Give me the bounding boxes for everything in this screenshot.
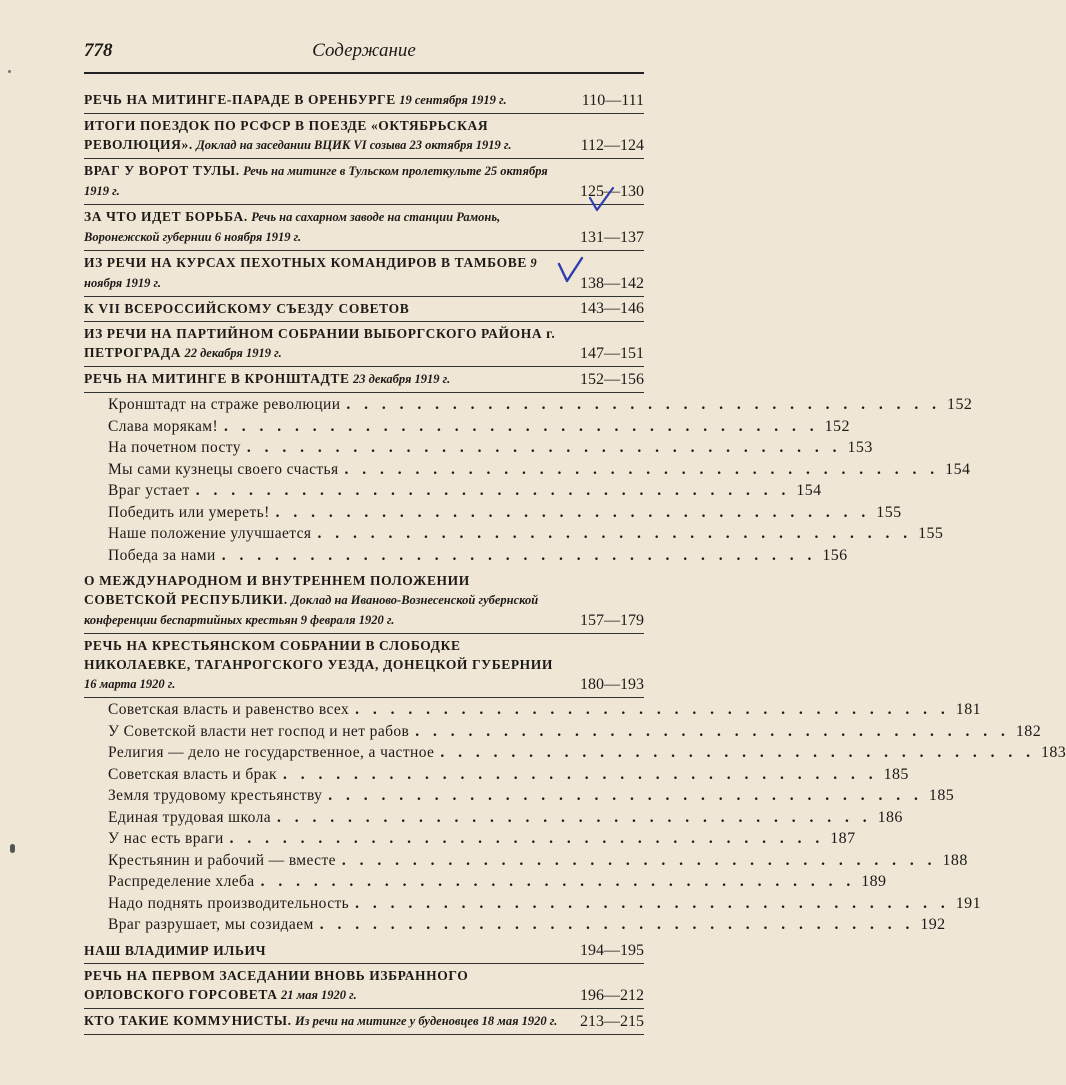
toc-entry-title: ИЗ РЕЧИ НА ПАРТИЙНОМ СОБРАНИИ ВЫБОРГСКОГО РАЙОНА г. ПЕТРОГРАДА	[84, 326, 556, 360]
toc-entry	[84, 159, 644, 205]
toc-entry-text	[84, 161, 644, 201]
ink-dot	[8, 70, 11, 73]
toc-entry	[84, 88, 644, 114]
toc-entry-title: О МЕЖДУНАРОДНОМ И ВНУТРЕННЕМ ПОЛОЖЕНИИ СОВЕТСКОЙ РЕСПУБЛИКИ.	[84, 573, 470, 607]
page-title: Содержание	[312, 40, 416, 61]
dot-leader: . . . . . . . . . . . . . . . . . . . . . . . . . . . . . . . . . .	[282, 765, 878, 783]
toc-entry-text	[84, 299, 644, 318]
toc-subsection-title: Слава морякам!	[108, 417, 219, 435]
toc-entry-pages: 180—193	[580, 676, 644, 693]
check-mark-icon	[556, 256, 586, 284]
toc-subsection	[108, 722, 1042, 745]
toc-entry-note: Из речи на митинге у буденовцев 18 мая 1920 г.	[294, 1013, 558, 1028]
ink-blot	[10, 844, 15, 853]
toc-entry	[84, 569, 644, 634]
toc-entry-pages: 196—212	[580, 986, 644, 1004]
toc-entry-title: РЕЧЬ НА МИТИНГЕ В КРОНШТАДТЕ	[84, 371, 350, 386]
dot-leader: . . . . . . . . . . . . . . . . . . . . . . . . . . . . . . . . . .	[221, 546, 817, 564]
toc-entry-title: РЕЧЬ НА КРЕСТЬЯНСКОМ СОБРАНИИ В СЛОБОДКЕ НИКОЛАЕВКЕ, ТАГАНРОГСКОГО УЕЗДА, ДОНЕЦКОЙ ГУБЕРНИИ	[84, 638, 553, 672]
toc-subsection-page: 191	[955, 894, 981, 912]
toc-entry-title: КТО ТАКИЕ КОММУНИСТЫ.	[84, 1012, 292, 1028]
dot-leader: . . . . . . . . . . . . . . . . . . . . . . . . . . . . . . . . . .	[319, 916, 915, 933]
toc-subsection-title: Враг разрушает, мы созидаем	[108, 916, 314, 933]
toc-subsection-title: Надо поднять производительность	[108, 894, 350, 912]
toc-entry-pages: 143—146	[580, 300, 644, 317]
toc-entry-text	[84, 207, 644, 247]
toc-subsection-title: Кронштадт на страже революции	[108, 396, 341, 413]
toc-subsection	[108, 744, 1066, 766]
toc-subsection	[108, 808, 903, 831]
toc-entry-note: Доклад на заседании ВЦИК VI созыва 23 октября 1919 г.	[196, 138, 512, 152]
dot-leader: . . . . . . . . . . . . . . . . . . . . . . . . . . . . . . . . . .	[224, 417, 819, 435]
toc-subsection-title: Советская власть и равенство всех	[108, 701, 350, 718]
toc-entry-note: 23 декабря 1919 г.	[353, 372, 451, 386]
check-mark-icon	[586, 185, 616, 213]
toc-entry-text	[84, 571, 644, 630]
toc-subsection-title: Победа за нами	[108, 546, 216, 564]
dot-leader: . . . . . . . . . . . . . . . . . . . . . . . . . . . . . . . . . .	[276, 808, 872, 826]
toc-entry	[84, 964, 644, 1009]
toc-entry-text	[84, 369, 644, 389]
toc-entry-text	[84, 966, 644, 1005]
toc-entry-pages: 131—137	[580, 229, 644, 246]
toc-subsection-page: 183	[1040, 744, 1066, 761]
toc-entry-title: К VII ВСЕРОССИЙСКОМУ СЪЕЗДУ СОВЕТОВ	[84, 301, 410, 316]
dot-leader: . . . . . . . . . . . . . . . . . . . . . . . . . . . . . . . . . .	[195, 482, 791, 499]
toc-entry-pages: 138—142	[580, 275, 644, 292]
dot-leader: . . . . . . . . . . . . . . . . . . . . . . . . . . . . . . . . . .	[260, 873, 856, 890]
toc-subsection-title: Земля трудовому крестьянству	[108, 787, 323, 804]
toc-entry-title: ВРАГ У ВОРОТ ТУЛЫ.	[84, 163, 240, 178]
page-number: 778	[84, 40, 113, 61]
dot-leader: . . . . . . . . . . . . . . . . . . . . . . . . . . . . . . . . . .	[246, 439, 842, 456]
toc-entry-text	[84, 1011, 644, 1031]
toc-subsection-title: Мы сами кузнецы своего счастья	[108, 460, 339, 478]
toc-entry-pages: 110—111	[581, 92, 644, 109]
toc-subsection	[108, 503, 902, 526]
toc-entry-title: ИЗ РЕЧИ НА КУРСАХ ПЕХОТНЫХ КОМАНДИРОВ В ТАМБОВЕ	[84, 255, 527, 270]
toc-subsection-page: 187	[830, 830, 856, 847]
toc-subsection-page: 188	[942, 851, 968, 869]
toc-subsection-list	[84, 698, 1066, 939]
toc-entry	[84, 1009, 644, 1035]
dot-leader: . . . . . . . . . . . . . . . . . . . . . . . . . . . . . . . . . .	[355, 701, 950, 718]
toc-subsection-title: Наше положение улучшается	[108, 525, 312, 542]
toc-entry-text	[84, 941, 644, 960]
dot-leader: . . . . . . . . . . . . . . . . . . . . . . . . . . . . . . . . . .	[275, 503, 871, 521]
toc-entry-title: РЕЧЬ НА МИТИНГЕ-ПАРАДЕ В ОРЕНБУРГЕ	[84, 92, 396, 107]
toc-subsection-title: Распределение хлеба	[108, 873, 255, 890]
toc-subsection-title: Советская власть и брак	[108, 765, 277, 783]
toc-subsection-list	[84, 393, 973, 569]
toc-entry-text	[84, 90, 644, 110]
toc-subsection	[108, 546, 848, 569]
toc-entry	[84, 297, 644, 322]
toc-entry-text	[84, 636, 644, 694]
toc-subsection-title: Враг устает	[108, 482, 190, 499]
toc-subsection-page: 154	[945, 460, 971, 478]
toc-subsection	[108, 482, 822, 504]
toc-entry-note: 19 сентября 1919 г.	[399, 93, 507, 107]
toc-entry-note: Доклад на Иваново-Вознесенской губернской конференции беспартийных крестьян 9 февраля 1920 г.	[84, 593, 539, 627]
toc-entry-pages: 213—215	[580, 1012, 644, 1030]
toc-subsection	[108, 396, 973, 418]
toc-entry-pages: 147—151	[580, 345, 644, 362]
toc-subsection	[108, 525, 944, 547]
toc-entry-title: ЗА ЧТО ИДЕТ БОРЬБА.	[84, 209, 248, 224]
toc-subsection-title: Крестьянин и рабочий — вместе	[108, 851, 336, 869]
dot-leader: . . . . . . . . . . . . . . . . . . . . . . . . . . . . . . . . . .	[229, 830, 825, 847]
page-header	[84, 40, 644, 64]
toc-entry-pages: 112—124	[580, 137, 644, 154]
toc-subsection	[108, 851, 968, 874]
toc-subsection	[108, 916, 946, 938]
toc-subsection-title: На почетном посту	[108, 439, 241, 456]
toc-entry	[84, 205, 644, 251]
toc-entry-pages: 194—195	[580, 941, 644, 959]
toc-entry-text	[84, 324, 644, 363]
toc-entry-note: Речь на сахарном заводе на станции Рамонь, Воронежской губернии 6 ноября 1919 г.	[84, 210, 501, 244]
toc-entry	[84, 322, 644, 367]
dot-leader: . . . . . . . . . . . . . . . . . . . . . . . . . . . . . . . . . .	[328, 787, 923, 804]
toc-entry-title: НАШ ВЛАДИМИР ИЛЬИЧ	[84, 942, 267, 958]
toc-subsection-title: У Советской власти нет господ и нет рабов	[108, 722, 410, 740]
dot-leader: . . . . . . . . . . . . . . . . . . . . . . . . . . . . . . . . . .	[317, 525, 913, 542]
dot-leader: . . . . . . . . . . . . . . . . . . . . . . . . . . . . . . . . . .	[440, 744, 1035, 761]
toc-subsection	[108, 894, 981, 917]
toc-subsection-page: 192	[920, 916, 946, 933]
toc-entry	[84, 634, 644, 698]
toc-subsection-page: 152	[824, 417, 850, 435]
toc-entry	[84, 939, 644, 964]
toc-entry-note: 22 декабря 1919 г.	[184, 346, 282, 360]
toc-subsection-page: 155	[876, 503, 902, 521]
toc-subsection-title: Единая трудовая школа	[108, 808, 271, 826]
toc-entry-pages: 125—130	[580, 183, 644, 200]
toc-subsection	[108, 830, 856, 852]
toc-entry-text	[84, 116, 644, 155]
toc-entry-note: 9 ноября 1919 г.	[84, 256, 537, 290]
dot-leader: . . . . . . . . . . . . . . . . . . . . . . . . . . . . . . . . . .	[344, 460, 940, 478]
toc-subsection-page: 152	[947, 396, 973, 413]
toc-entry-note: Речь на митинге в Тульском пролеткульте 25 октября 1919 г.	[84, 164, 548, 198]
header-rule	[84, 72, 644, 74]
toc-subsection-page: 185	[928, 787, 955, 804]
toc-entry-title: РЕЧЬ НА ПЕРВОМ ЗАСЕДАНИИ ВНОВЬ ИЗБРАННОГО ОРЛОВСКОГО ГОРСОВЕТА	[84, 967, 469, 1002]
toc-subsection	[108, 873, 887, 895]
toc-entry-note: 16 марта 1920 г.	[84, 677, 176, 691]
dot-leader: . . . . . . . . . . . . . . . . . . . . . . . . . . . . . . . . . .	[355, 894, 950, 912]
toc-subsection-page: 154	[796, 482, 822, 499]
dot-leader: . . . . . . . . . . . . . . . . . . . . . . . . . . . . . . . . . .	[341, 851, 937, 869]
toc-entry	[84, 367, 644, 393]
toc-subsection	[108, 439, 873, 461]
toc-subsection-page: 153	[847, 439, 873, 456]
toc-subsection-page: 189	[861, 873, 887, 890]
toc-subsection-page: 156	[822, 546, 848, 564]
toc-subsection	[108, 787, 955, 809]
toc-entry-pages: 157—179	[580, 612, 644, 629]
toc-entry	[84, 114, 644, 159]
toc-subsection-title: У нас есть враги	[108, 830, 224, 847]
toc-subsection-title: Религия — дело не государственное, а частное	[108, 744, 435, 761]
toc-entry-note: 21 мая 1920 г.	[281, 987, 357, 1002]
table-of-contents	[84, 88, 1066, 1035]
toc-subsection-page: 155	[918, 525, 944, 542]
toc-subsection	[108, 417, 850, 440]
toc-subsection	[108, 460, 971, 483]
toc-subsection	[108, 765, 909, 788]
dot-leader: . . . . . . . . . . . . . . . . . . . . . . . . . . . . . . . . . .	[415, 722, 1010, 740]
dot-leader: . . . . . . . . . . . . . . . . . . . . . . . . . . . . . . . . . .	[346, 396, 942, 413]
toc-subsection-page: 185	[883, 765, 909, 783]
toc-entry-title: ИТОГИ ПОЕЗДОК ПО РСФСР В ПОЕЗДЕ «ОКТЯБРЬСКАЯ РЕВОЛЮЦИЯ».	[84, 118, 489, 152]
toc-subsection-page: 186	[877, 808, 903, 826]
toc-subsection-page: 181	[955, 701, 981, 718]
toc-entry-pages: 152—156	[580, 371, 644, 388]
toc-subsection-title: Победить или умереть!	[108, 503, 270, 521]
toc-subsection-page: 182	[1015, 722, 1042, 740]
toc-subsection	[108, 701, 981, 723]
